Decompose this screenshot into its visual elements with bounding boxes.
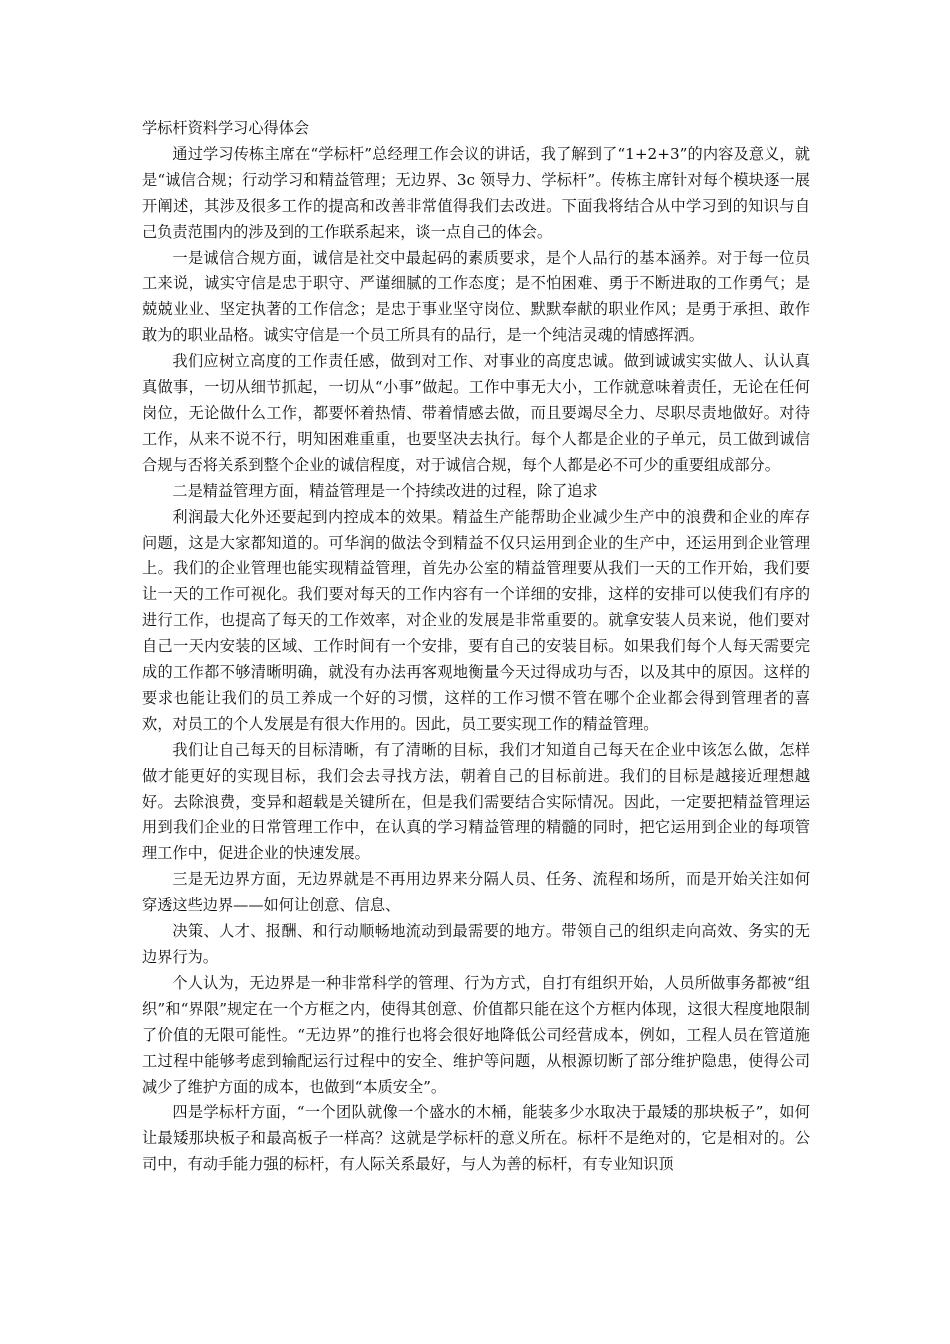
paragraph-lean-heading: 二是精益管理方面，精益管理是一个持续改进的过程，除了追求 bbox=[172, 481, 598, 500]
paragraph-lean-management: 利润最大化外还要起到内控成本的效果。精益生产能帮助企业减少生产中的浪费和企业的库存问题，这是大家都知道的。可华润的做法令到精益不仅只运用到企业的生产中，还运用到企业管理上。我们的企业管理也能实现精益管理，首先办公室的精益管理要从我们一天的工作开始，我们要让一天的工作可视化。我们要对每天的工作内容有一个详细的安排，这样的安排可以使我们有序的进行工作，也提高了每天的工作效率，对企业的发展是非常重要的。就拿安装人员来说，他们要对自己一天内安装的区域、工作时间有一个安排，要有自己的安装目标。如果我们每个人每天需要完成的工作都不够清晰明确，就没有办法再客观地衡量今天过得成功与否，以及其中的原因。这样的要求也能让我们的员工养成一个好的习惯，这样的工作习惯不管在哪个企业都会得到管理者的喜欢，对员工的个人发展是有很大作用的。因此，员工要实现工作的精益管理。 bbox=[142, 507, 810, 733]
paragraph-boundaryless-heading: 三是无边界方面，无边界就是不再用边界来分隔人员、任务、流程和场所，而是开始关注如何穿透这些边界——如何让创意、信息、 bbox=[142, 870, 810, 915]
paragraph-goals: 我们让自己每天的目标清晰，有了清晰的目标，我们才知道自己每天在企业中该怎么做，怎样做才能更好的实现目标，我们会去寻找方法，朝着自己的目标前进。我们的目标是越接近理想越好。去除浪费，变异和超载是关键所在，但是我们需要结合实际情况。因此，一定要把精益管理运用到我们企业的日常管理工作中，在认真的学习精益管理的精髓的同时，把它运用到企业的每项管理工作中，促进企业的快速发展。 bbox=[142, 740, 810, 863]
paragraph-boundaryless-flow: 决策、人才、报酬、和行动顺畅地流动到最需要的地方。带领自己的组织走向高效、务实的无边界行为。 bbox=[142, 922, 810, 966]
paragraph-intro: 通过学习传栋主席在“学标杆”总经理工作会议的讲话，我了解到了“1+2+3”的内容及意义，就是“诚信合规；行动学习和精益管理；无边界、3c 领导力、学标杆”。传栋主席针对每个模块逐一展开阐述，其涉及很多工作的提高和改善非常值得我们去改进。下面我将结合从中学习到的知识与自己负责范围内的涉及到的工作联系起来，谈一点自己的体会。 bbox=[142, 144, 810, 241]
paragraph-responsibility: 我们应树立高度的工作责任感，做到对工作、对事业的高度忠诚。做到诚诚实实做人、认认真真做事，一切从细节抓起，一切从“小事”做起。工作中事无大小，工作就意味着责任，无论在任何岗位，无论做什么工作，都要怀着热情、带着情感去做，而且要竭尽全力、尽职尽责地做好。对待工作，从来不说不行，明知困难重重，也要坚决去执行。每个人都是企业的子单元，员工做到诚信合规与否将关系到整个企业的诚信程度，对于诚信合规，每个人都是必不可少的重要组成部分。 bbox=[142, 352, 810, 474]
paragraph-benchmark: 四是学标杆方面，“一个团队就像一个盛水的木桶，能装多少水取决于最矮的那块板子”，如何让最矮那块板子和最高板子一样高？这就是学标杆的意义所在。标杆不是绝对的，它是相对的。公司中，有动手能力强的标杆，有人际关系最好，与人为善的标杆，有专业知识顶 bbox=[142, 1103, 810, 1174]
paragraph-boundaryless-opinion: 个人认为，无边界是一种非常科学的管理、行为方式，自打有组织开始，人员所做事务都被“组织”和“界限”规定在一个方框之内，使得其创意、价值都只能在这个方框内体现，这很大程度地限制了价值的无限可能性。“无边界”的推行也将会很好地降低公司经营成本，例如，工程人员在管道施工过程中能够考虑到输配运行过程中的安全、维护等问题，从根源切断了部分维护隐患，使得公司减少了维护方面的成本，也做到“本质安全”。 bbox=[142, 973, 810, 1096]
document-title: 学标杆资料学习心得体会 bbox=[142, 119, 310, 137]
document-page bbox=[142, 116, 810, 1178]
paragraph-integrity: 一是诚信合规方面，诚信是社交中最起码的素质要求，是个人品行的基本涵养。对于每一位员工来说，诚实守信是忠于职守、严谨细腻的工作态度；是不怕困难、勇于不断进取的工作勇气；是兢兢业业、坚定执著的工作信念；是忠于事业坚守岗位、默默奉献的职业作风；是勇于承担、敢作敢为的职业品格。诚实守信是一个员工所具有的品行，是一个纯洁灵魂的情感挥洒。 bbox=[142, 248, 810, 345]
